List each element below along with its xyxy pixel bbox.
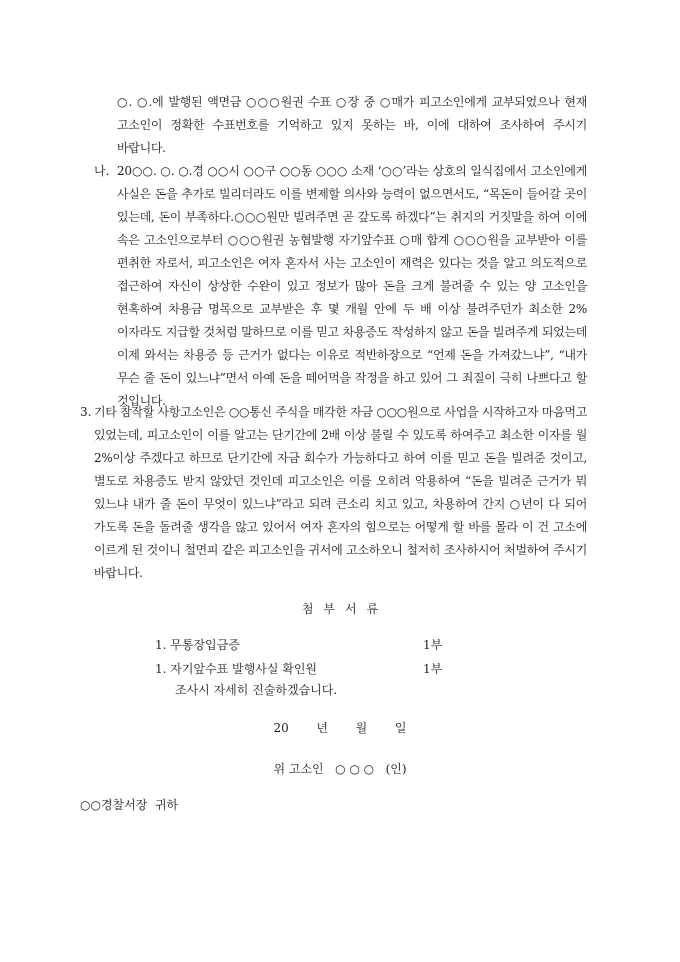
item-b-text: 20○○. ○. ○.경 ○○시 ○○구 ○○동 ○○○ 소재 ‘○○’라는 상호의 일식집에서 고소인에게 사실은 돈을 추가로 빌리더라도 이를 변제할 의사와 능력이 없으면서도, “목돈이 들어갈 곳이 있는데, 돈이 부족하다.○○○원만 빌려주면 곧 갚도록 하겠다”는 취지의 거짓말을 하여 이에 속은 고소인으로부터 ○○○원권 농협발행 자기앞수표 ○매 합계 ○○○원을 교부받아 이를 편취한 자로서, 피고소인은 여자 혼자서 사는 고소인이 재력은 있다는 것을 알고 의도적으로 접근하여 자신이 상상한 수완이 있고 정보가 많아 돈을 크게 불려줄 수 있는 양 고소인을 현혹하여 차용금 명목으로 교부받은 후 몇 개월 안에 두 배 이상 불려주던가 최소한 2% 이자라도 지급할 것처럼 말하므로 이를 믿고 차용증도 작성하지 않고 돈을 빌려주게 되었는데 이제 와서는 차용증 등 근거가 없다는 이유로 적반하장으로 “언제 돈을 가져갔느냐”, “내가 무슨 줄 돈이 있느냐”면서 아예 돈을 떼어먹을 작정을 하고 있어 그 죄질이 극히 나쁘다고 할 것입니다. bbox=[117, 164, 587, 408]
attachment-name: 1. 자기앞수표 발행사실 확인원 bbox=[155, 662, 317, 676]
item-b-label: 나. bbox=[94, 164, 110, 178]
attachments-note: 조사시 자세히 진술하겠습니다. bbox=[175, 683, 338, 697]
attachment-count: 1부 bbox=[423, 638, 443, 652]
addressee: ○○경찰서장 귀하 bbox=[80, 798, 179, 812]
paragraph-a-continued: ○. ○.에 발행된 액면금 ○○○원권 수표 ○장 중 ○매가 피고소인에게 교부되었으나 현재 고소인이 정확한 수표번호를 기억하고 있지 못하는 바, 이에 대하여 조사하여 주시기 바랍니다. bbox=[117, 95, 587, 155]
attachment-count: 1부 bbox=[423, 662, 443, 676]
attachment-name: 1. 무통장입금증 bbox=[155, 638, 240, 652]
item-3-label: 3. bbox=[80, 405, 92, 419]
item-3-text: 기타 참작할 사항고소인은 ○○통신 주식을 매각한 자금 ○○○원으로 사업을 시작하고자 마음먹고 있었는데, 피고소인이 이를 알고는 단기간에 2배 이상 불릴 수 있도록 하여주고 최소한 이자를 월 2%이상 주겠다고 하므로 단기간에 자금 회수가 가능하다고 하여 이를 믿고 돈을 빌려준 것이고, 별도로 차용증도 받지 않았던 것인데 피고소인은 이를 오히려 악용하여 “돈을 빌려준 근거가 뭐 있느냐 내가 줄 돈이 무엇이 있느냐”라고 되려 큰소리 치고 있고, 차용하여 간지 ○년이 다 되어 가도록 돈을 돌려줄 생각을 않고 있어서 여자 혼자의 힘으로는 어떻게 할 바를 몰라 이 건 고소에 이르게 된 것이니 철면피 같은 피고소인을 귀서에 고소하오니 철저히 조사하시어 처벌하여 주시기 바랍니다. bbox=[94, 405, 587, 580]
attachments-title: 첨부서류 bbox=[301, 602, 389, 616]
attachment-item bbox=[155, 659, 455, 679]
attachment-item bbox=[155, 635, 455, 655]
date-line: 20 년 월 일 bbox=[273, 721, 407, 735]
signature-line: 위 고소인 ○ ○ ○ (인) bbox=[273, 762, 407, 776]
